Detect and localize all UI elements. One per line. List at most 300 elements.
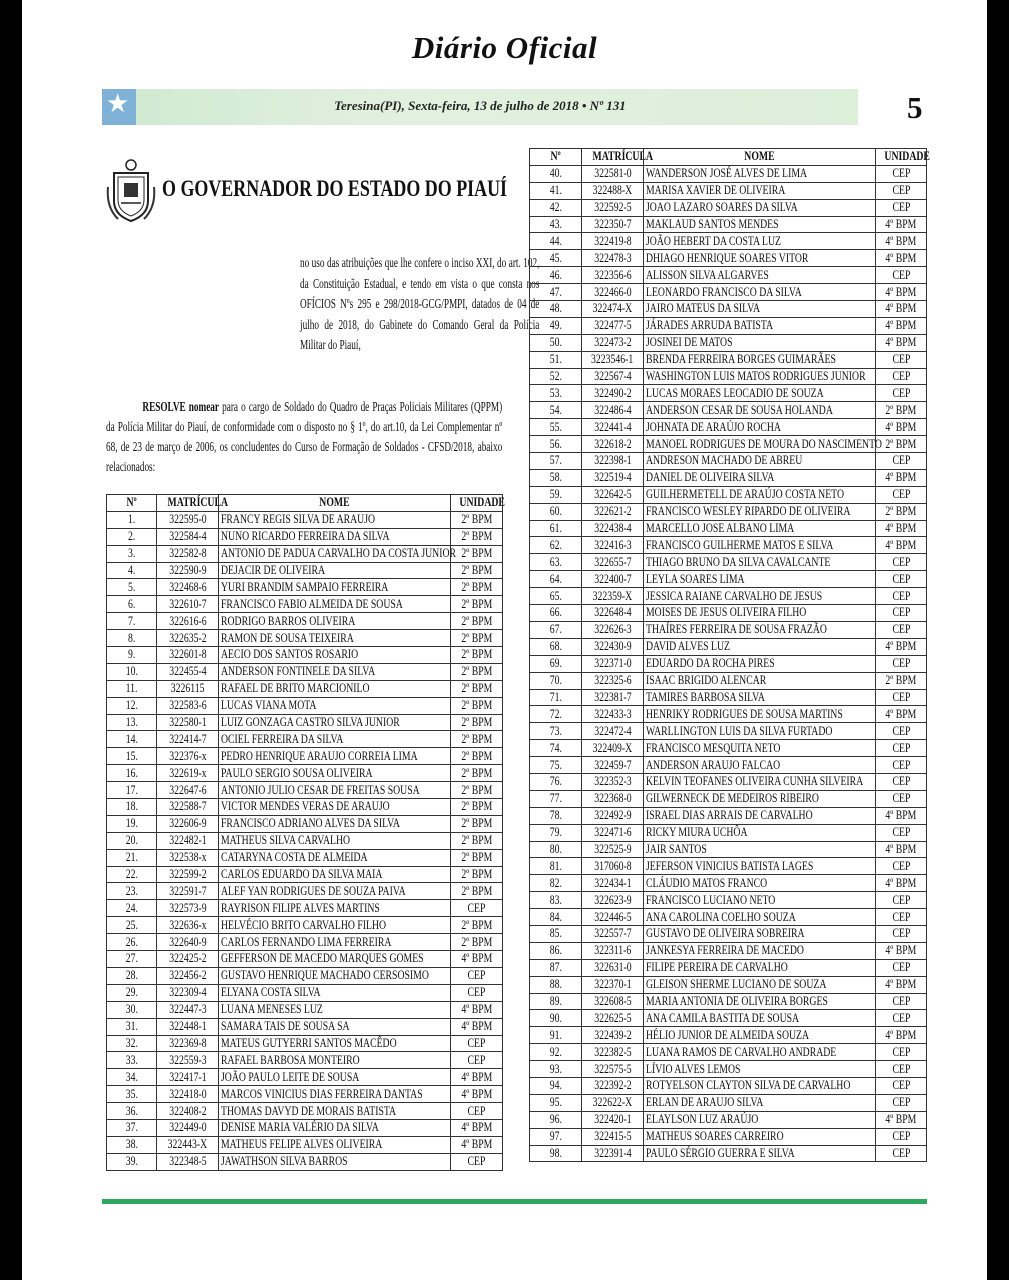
table-row [107, 849, 503, 866]
table-row [530, 537, 927, 554]
table-row [107, 1018, 503, 1035]
table-row [530, 1044, 927, 1061]
table-row [530, 925, 927, 942]
row-nome: ALISSON SILVA ALGARVES [644, 267, 876, 284]
row-unidade: CEP [451, 1035, 503, 1052]
table-row [530, 368, 927, 385]
row-nome: NUNO RICARDO FERREIRA DA SILVA [219, 528, 451, 545]
row-matricula: 322417-1 [157, 1069, 219, 1086]
row-nome: JOAO LAZARO SOARES DA SILVA [644, 199, 876, 216]
row-unidade: CEP [876, 757, 927, 774]
row-nome: LUCAS VIANA MOTA [219, 697, 451, 714]
row-unidade: CEP [451, 984, 503, 1001]
row-number: 30. [107, 1001, 157, 1018]
row-number: 42. [530, 199, 582, 216]
table-row [530, 942, 927, 959]
row-number: 84. [530, 909, 582, 926]
row-unidade: 2º BPM [451, 815, 503, 832]
row-matricula: 322408-2 [157, 1103, 219, 1120]
row-nome: HELVÉCIO BRITO CARVALHO FILHO [219, 917, 451, 934]
row-nome: GUILHERMETELL DE ARAÚJO COSTA NETO [644, 486, 876, 503]
row-matricula: 322369-8 [157, 1035, 219, 1052]
row-number: 26. [107, 934, 157, 951]
row-nome: MARCELLO JOSE ALBANO LIMA [644, 520, 876, 537]
row-nome: DAVID ALVES LUZ [644, 638, 876, 655]
row-unidade: 2º BPM [451, 714, 503, 731]
row-matricula: 322625-5 [582, 1010, 644, 1027]
row-matricula: 322648-4 [582, 605, 644, 622]
row-unidade: CEP [876, 182, 927, 199]
row-nome: LUCAS MORAES LEOCADIO DE SOUZA [644, 385, 876, 402]
row-unidade: 4º BPM [876, 469, 927, 486]
row-number: 6. [107, 596, 157, 613]
table-row [107, 731, 503, 748]
row-matricula: 322525-9 [582, 841, 644, 858]
table-row [530, 875, 927, 892]
row-unidade: CEP [876, 655, 927, 672]
table-row [530, 841, 927, 858]
row-matricula: 322636-x [157, 917, 219, 934]
col-header-unidade: UNIDADE [451, 495, 503, 512]
row-nome: MATHEUS SILVA CARVALHO [219, 832, 451, 849]
row-nome: ISRAEL DIAS ARRAIS DE CARVALHO [644, 807, 876, 824]
row-matricula: 322425-2 [157, 951, 219, 968]
row-matricula: 322490-2 [582, 385, 644, 402]
row-matricula: 322582-8 [157, 545, 219, 562]
row-nome: RAYRISON FILIPE ALVES MARTINS [219, 900, 451, 917]
row-matricula: 322647-6 [157, 782, 219, 799]
row-nome: JESSICA RAIANE CARVALHO DE JESUS [644, 588, 876, 605]
row-matricula: 322618-2 [582, 436, 644, 453]
table-row [530, 1128, 927, 1145]
row-unidade: CEP [876, 790, 927, 807]
table-row [530, 689, 927, 706]
row-matricula: 322474-X [582, 301, 644, 318]
row-number: 9. [107, 647, 157, 664]
row-matricula: 322430-9 [582, 638, 644, 655]
row-unidade: CEP [876, 1044, 927, 1061]
table-row [107, 1103, 503, 1120]
row-matricula: 322592-5 [582, 199, 644, 216]
row-unidade: 2º BPM [451, 849, 503, 866]
table-row [107, 596, 503, 613]
row-unidade: CEP [876, 165, 927, 182]
row-number: 38. [107, 1136, 157, 1153]
row-number: 90. [530, 1010, 582, 1027]
row-number: 51. [530, 351, 582, 368]
table-row [107, 799, 503, 816]
row-unidade: 2º BPM [876, 402, 927, 419]
row-matricula: 322409-X [582, 740, 644, 757]
table-row [107, 1086, 503, 1103]
table-row [530, 655, 927, 672]
row-number: 72. [530, 706, 582, 723]
row-unidade: CEP [876, 571, 927, 588]
row-number: 70. [530, 672, 582, 689]
row-number: 46. [530, 267, 582, 284]
row-number: 41. [530, 182, 582, 199]
row-number: 12. [107, 697, 157, 714]
row-matricula: 322477-5 [582, 317, 644, 334]
row-unidade: 4º BPM [451, 1086, 503, 1103]
row-matricula: 322370-1 [582, 976, 644, 993]
table-row [530, 1094, 927, 1111]
row-nome: DANIEL DE OLIVEIRA SILVA [644, 469, 876, 486]
row-unidade: CEP [876, 588, 927, 605]
row-unidade: CEP [876, 723, 927, 740]
row-nome: LUANA RAMOS DE CARVALHO ANDRADE [644, 1044, 876, 1061]
table-row [530, 182, 927, 199]
row-nome: RAFAEL DE BRITO MARCIONILO [219, 680, 451, 697]
decree-title: O GOVERNADOR DO ESTADO DO PIAUÍ [162, 176, 508, 201]
row-number: 27. [107, 951, 157, 968]
row-unidade: 2º BPM [451, 731, 503, 748]
row-number: 43. [530, 216, 582, 233]
row-nome: LUIZ GONZAGA CASTRO SILVA JUNIOR [219, 714, 451, 731]
row-number: 36. [107, 1103, 157, 1120]
row-nome: ELYANA COSTA SILVA [219, 984, 451, 1001]
row-number: 74. [530, 740, 582, 757]
row-unidade: 2º BPM [451, 799, 503, 816]
decree-intro: no uso das atribuições que lhe confere o inciso XXI, do art. 102, da Constituição Estadual, e tendo em vista o que consta nos OFÍCIOS Nºs 295 e 298/2018-GCG/PMPI, datados de 04 de julho de 2018, do Gabinete do Comando Geral da Polícia Militar do Piauí, [300, 255, 540, 353]
row-matricula: 322584-4 [157, 528, 219, 545]
row-matricula: 322416-3 [582, 537, 644, 554]
row-matricula: 322455-4 [157, 663, 219, 680]
row-number: 18. [107, 799, 157, 816]
footer-rule [102, 1199, 927, 1204]
table-row [530, 959, 927, 976]
row-matricula: 322398-1 [582, 453, 644, 470]
table-row [530, 638, 927, 655]
row-number: 32. [107, 1035, 157, 1052]
table-row [107, 562, 503, 579]
row-nome: GUSTAVO HENRIQUE MACHADO CERSOSIMO [219, 967, 451, 984]
row-unidade: CEP [876, 858, 927, 875]
col-header-num: Nº [107, 495, 157, 512]
table-row [530, 554, 927, 571]
row-unidade: CEP [876, 1094, 927, 1111]
row-nome: JOÃO PAULO LEITE DE SOUSA [219, 1069, 451, 1086]
row-nome: FRANCISCO LUCIANO NETO [644, 892, 876, 909]
row-number: 59. [530, 486, 582, 503]
row-matricula: 322441-4 [582, 419, 644, 436]
table-row [530, 1145, 927, 1162]
row-unidade: 2º BPM [451, 630, 503, 647]
table-row [107, 680, 503, 697]
row-nome: WASHINGTON LUIS MATOS RODRIGUES JUNIOR [644, 368, 876, 385]
row-unidade: CEP [876, 1077, 927, 1094]
row-matricula: 322573-9 [157, 900, 219, 917]
table-row [530, 453, 927, 470]
row-number: 95. [530, 1094, 582, 1111]
row-unidade: 2º BPM [451, 579, 503, 596]
row-unidade: 2º BPM [451, 765, 503, 782]
row-unidade: CEP [876, 959, 927, 976]
row-matricula: 322400-7 [582, 571, 644, 588]
row-nome: CATARYNA COSTA DE ALMEIDA [219, 849, 451, 866]
row-unidade: CEP [876, 689, 927, 706]
row-nome: VICTOR MENDES VERAS DE ARAUJO [219, 799, 451, 816]
row-nome: RAMON DE SOUSA TEIXEIRA [219, 630, 451, 647]
table-row [530, 250, 927, 267]
row-matricula: 322623-9 [582, 892, 644, 909]
row-nome: MARCOS VINICIUS DIAS FERREIRA DANTAS [219, 1086, 451, 1103]
row-nome: THIAGO BRUNO DA SILVA CAVALCANTE [644, 554, 876, 571]
row-number: 19. [107, 815, 157, 832]
row-nome: FRANCISCO MESQUITA NETO [644, 740, 876, 757]
row-number: 35. [107, 1086, 157, 1103]
row-matricula: 322580-1 [157, 714, 219, 731]
row-matricula: 322640-9 [157, 934, 219, 951]
row-number: 96. [530, 1111, 582, 1128]
row-matricula: 322482-1 [157, 832, 219, 849]
row-matricula: 322488-X [582, 182, 644, 199]
row-matricula: 3223546-1 [582, 351, 644, 368]
row-nome: CLÁUDIO MATOS FRANCO [644, 875, 876, 892]
date-line: Teresina(PI), Sexta-feira, 13 de julho de 2018 • Nº 131 [334, 98, 626, 113]
row-nome: ALEF YAN RODRIGUES DE SOUZA PAIVA [219, 883, 451, 900]
table-row [107, 630, 503, 647]
table-row [530, 976, 927, 993]
table-row [530, 790, 927, 807]
row-unidade: 4º BPM [451, 1136, 503, 1153]
row-matricula: 322443-X [157, 1136, 219, 1153]
row-nome: MARIA ANTONIA DE OLIVEIRA BORGES [644, 993, 876, 1010]
row-matricula: 322567-4 [582, 368, 644, 385]
row-number: 5. [107, 579, 157, 596]
row-number: 73. [530, 723, 582, 740]
row-unidade: 4º BPM [876, 301, 927, 318]
row-number: 79. [530, 824, 582, 841]
row-nome: FRANCISCO GUILHERME MATOS E SILVA [644, 537, 876, 554]
table-row [530, 571, 927, 588]
table-row [107, 1153, 503, 1170]
row-unidade: 2º BPM [451, 562, 503, 579]
row-matricula: 322559-3 [157, 1052, 219, 1069]
roster-table-right [529, 148, 930, 1162]
row-matricula: 322418-0 [157, 1086, 219, 1103]
masthead-title: Diário Oficial [411, 30, 598, 65]
row-number: 31. [107, 1018, 157, 1035]
row-number: 16. [107, 765, 157, 782]
row-nome: DHIAGO HENRIQUE SOARES VITOR [644, 250, 876, 267]
row-number: 25. [107, 917, 157, 934]
row-unidade: 4º BPM [876, 807, 927, 824]
row-unidade: CEP [451, 1103, 503, 1120]
row-matricula: 322419-8 [582, 233, 644, 250]
row-unidade: CEP [876, 267, 927, 284]
row-number: 33. [107, 1052, 157, 1069]
row-unidade: CEP [451, 1153, 503, 1170]
table-row [107, 647, 503, 664]
row-unidade: 2º BPM [451, 613, 503, 630]
row-unidade: 2º BPM [451, 663, 503, 680]
star-icon: ★ [106, 89, 130, 118]
row-number: 69. [530, 655, 582, 672]
row-nome: ANTONIO JULIO CESAR DE FREITAS SOUSA [219, 782, 451, 799]
row-number: 94. [530, 1077, 582, 1094]
row-matricula: 322616-6 [157, 613, 219, 630]
row-number: 93. [530, 1061, 582, 1078]
row-number: 29. [107, 984, 157, 1001]
row-nome: GEFFERSON DE MACEDO MARQUES GOMES [219, 951, 451, 968]
row-unidade: 4º BPM [876, 1111, 927, 1128]
page-number: 5 [907, 90, 923, 125]
row-nome: GILWERNECK DE MEDEIROS RIBEIRO [644, 790, 876, 807]
row-unidade: 2º BPM [451, 528, 503, 545]
row-unidade: CEP [876, 824, 927, 841]
row-number: 53. [530, 385, 582, 402]
table-row [107, 782, 503, 799]
row-nome: GLEISON SHERME LUCIANO DE SOUZA [644, 976, 876, 993]
row-matricula: 322486-4 [582, 402, 644, 419]
table-row [107, 1136, 503, 1153]
row-unidade: 2º BPM [451, 545, 503, 562]
row-unidade: 2º BPM [876, 672, 927, 689]
row-number: 23. [107, 883, 157, 900]
table-row [107, 832, 503, 849]
table-row [107, 815, 503, 832]
row-unidade: 4º BPM [876, 976, 927, 993]
row-nome: ANDERSON ARAUJO FALCAO [644, 757, 876, 774]
row-nome: THAÍRES FERREIRA DE SOUSA FRAZÃO [644, 621, 876, 638]
row-unidade: 4º BPM [876, 216, 927, 233]
table-row [107, 934, 503, 951]
row-nome: TAMIRES BARBOSA SILVA [644, 689, 876, 706]
row-number: 98. [530, 1145, 582, 1162]
row-matricula: 322631-0 [582, 959, 644, 976]
row-unidade: 4º BPM [876, 334, 927, 351]
table-row [107, 697, 503, 714]
table-row [107, 1001, 503, 1018]
table-row [107, 714, 503, 731]
table-row [530, 402, 927, 419]
row-unidade: 4º BPM [876, 875, 927, 892]
table-row [530, 385, 927, 402]
row-matricula: 322352-3 [582, 773, 644, 790]
row-unidade: 2º BPM [451, 748, 503, 765]
row-nome: ANDRESON MACHADO DE ABREU [644, 453, 876, 470]
row-number: 60. [530, 503, 582, 520]
row-unidade: 2º BPM [451, 511, 503, 528]
row-nome: JOHNATA DE ARAÚJO ROCHA [644, 419, 876, 436]
table-row [107, 984, 503, 1001]
row-number: 7. [107, 613, 157, 630]
table-row [530, 284, 927, 301]
table-row [530, 1027, 927, 1044]
row-matricula: 322459-7 [582, 757, 644, 774]
row-nome: ISAAC BRIGIDO ALENCAR [644, 672, 876, 689]
row-matricula: 322635-2 [157, 630, 219, 647]
row-matricula: 322575-5 [582, 1061, 644, 1078]
row-number: 61. [530, 520, 582, 537]
row-number: 14. [107, 731, 157, 748]
table-row [107, 917, 503, 934]
row-unidade: 4º BPM [451, 1119, 503, 1136]
row-nome: JÁRADES ARRUDA BATISTA [644, 317, 876, 334]
table-row [530, 740, 927, 757]
row-matricula: 322311-6 [582, 942, 644, 959]
row-nome: WARLLINGTON LUIS DA SILVA FURTADO [644, 723, 876, 740]
row-nome: KELVIN TEOFANES OLIVEIRA CUNHA SILVEIRA [644, 773, 876, 790]
row-matricula: 322382-5 [582, 1044, 644, 1061]
table-row [107, 765, 503, 782]
table-row [107, 866, 503, 883]
row-matricula: 322590-9 [157, 562, 219, 579]
row-nome: LUANA MENESES LUZ [219, 1001, 451, 1018]
row-matricula: 322439-2 [582, 1027, 644, 1044]
row-nome: BRENDA FERREIRA BORGES GUIMARÃES [644, 351, 876, 368]
row-matricula: 322420-1 [582, 1111, 644, 1128]
row-matricula: 322621-2 [582, 503, 644, 520]
row-number: 52. [530, 368, 582, 385]
row-number: 54. [530, 402, 582, 419]
row-number: 15. [107, 748, 157, 765]
row-matricula: 322466-0 [582, 284, 644, 301]
row-nome: RAFAEL BARBOSA MONTEIRO [219, 1052, 451, 1069]
row-nome: MANOEL RODRIGUES DE MOURA DO NASCIMENTO [644, 436, 876, 453]
table-row [530, 909, 927, 926]
row-unidade: CEP [876, 925, 927, 942]
row-matricula: 322415-5 [582, 1128, 644, 1145]
row-matricula: 322348-5 [157, 1153, 219, 1170]
table-row [530, 706, 927, 723]
row-number: 2. [107, 528, 157, 545]
row-number: 57. [530, 453, 582, 470]
row-unidade: 4º BPM [876, 706, 927, 723]
row-unidade: 4º BPM [876, 520, 927, 537]
table-row [107, 545, 503, 562]
table-row [530, 605, 927, 622]
row-matricula: 322610-7 [157, 596, 219, 613]
decree-resolve [106, 397, 502, 477]
table-row [530, 436, 927, 453]
row-matricula: 322622-X [582, 1094, 644, 1111]
col-header-unidade: UNIDADE [876, 149, 927, 166]
row-nome: MATHEUS SOARES CARREIRO [644, 1128, 876, 1145]
col-header-matricula: MATRÍCULA [582, 149, 644, 166]
row-number: 83. [530, 892, 582, 909]
row-number: 20. [107, 832, 157, 849]
table-row [107, 663, 503, 680]
row-nome: WANDERSON JOSÉ ALVES DE LIMA [644, 165, 876, 182]
row-unidade: CEP [876, 993, 927, 1010]
table-row [530, 1061, 927, 1078]
table-row [530, 351, 927, 368]
row-number: 71. [530, 689, 582, 706]
row-number: 80. [530, 841, 582, 858]
row-nome: FRANCISCO ADRIANO ALVES DA SILVA [219, 815, 451, 832]
table-row [530, 757, 927, 774]
table-row [530, 1077, 927, 1094]
row-unidade: CEP [876, 605, 927, 622]
row-unidade: 4º BPM [451, 1001, 503, 1018]
row-matricula: 322599-2 [157, 866, 219, 883]
row-matricula: 322608-5 [582, 993, 644, 1010]
col-header-num: Nº [530, 149, 582, 166]
row-matricula: 322356-6 [582, 267, 644, 284]
row-unidade: 4º BPM [876, 841, 927, 858]
table-row [530, 723, 927, 740]
newspaper-page [22, 0, 987, 1280]
row-unidade: CEP [876, 892, 927, 909]
row-nome: MARISA XAVIER DE OLIVEIRA [644, 182, 876, 199]
table-header-row [107, 495, 503, 512]
row-number: 37. [107, 1119, 157, 1136]
row-number: 49. [530, 317, 582, 334]
row-matricula: 322595-0 [157, 511, 219, 528]
row-number: 11. [107, 680, 157, 697]
